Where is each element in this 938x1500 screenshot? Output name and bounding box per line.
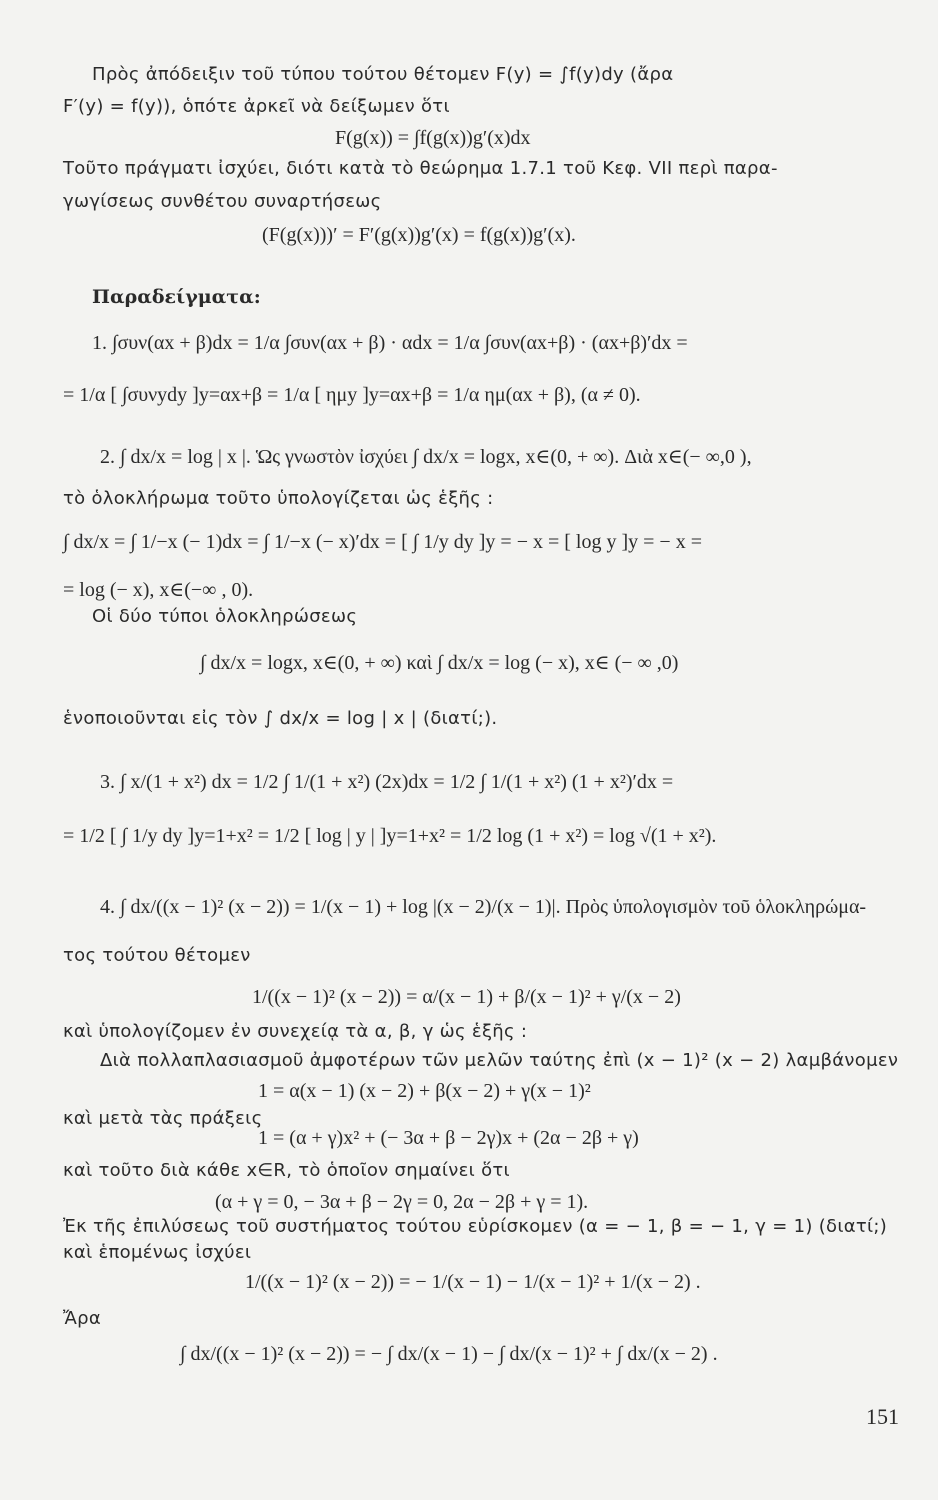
text-line: 1 = (α + γ)x² + (− 3α + β − 2γ)x + (2α − 2β + γ) [258,1127,639,1149]
text-line: = 1/2 [ ∫ 1/y dy ]y=1+x² = 1/2 [ log | y | ]y=1+x² = 1/2 log (1 + x²) = log √(1 + x²). [63,825,717,847]
text-line: γωγίσεως συνθέτου συναρτήσεως [63,191,382,212]
text-line: 2. ∫ dx/x = log | x |. Ὡς γνωστὸν ἰσχύει ∫ dx/x = logx, x∈(0, + ∞). Διὰ x∈(− ∞,0 ), [100,446,752,468]
text-line: καὶ ὑπολογίζομεν ἐν συνεχείᾳ τὰ α, β, γ ὡς ἑξῆς : [63,1021,528,1042]
text-line: Παραδείγματα: [92,286,261,308]
text-line: Πρὸς ἀπόδειξιν τοῦ τύπου τούτου θέτομεν F(y) = ∫f(y)dy (ἄρα [92,64,674,85]
text-line: = 1/α [ ∫συνydy ]y=αx+β = 1/α [ ημy ]y=αx+β = 1/α ημ(αx + β), (α ≠ 0). [63,384,641,406]
text-line: 1/((x − 1)² (x − 2)) = − 1/(x − 1) − 1/(x − 1)² + 1/(x − 2) . [245,1271,701,1293]
text-line: (α + γ = 0, − 3α + β − 2γ = 0, 2α − 2β + γ = 1). [215,1191,589,1213]
text-line: Ἐκ τῆς ἐπιλύσεως τοῦ συστήματος τούτου εὑρίσκομεν (α = − 1, β = − 1, γ = 1) (διατί;) [63,1216,888,1237]
text-line: καὶ μετὰ τὰς πράξεις [63,1108,263,1129]
text-line: καὶ ἑπομένως ἰσχύει [63,1242,252,1263]
text-line: = log (− x), x∈(−∞ , 0). [63,579,254,601]
text-line: Οἱ δύο τύποι ὁλοκληρώσεως [92,606,358,627]
text-line: 1. ∫συν(αx + β)dx = 1/α ∫συν(αx + β) · αdx = 1/α ∫συν(αx+β) · (αx+β)′dx = [92,332,688,354]
text-line: 1 = α(x − 1) (x − 2) + β(x − 2) + γ(x − 1)² [258,1080,591,1102]
text-line: (F(g(x)))′ = F′(g(x))g′(x) = f(g(x))g′(x). [262,224,576,246]
text-line: 1/((x − 1)² (x − 2)) = α/(x − 1) + β/(x − 1)² + γ/(x − 2) [252,986,681,1008]
text-line: Ἄρα [63,1308,102,1329]
text-line: F′(y) = f(y)), ὁπότε ἀρκεῖ νὰ δείξωμεν ὅτι [63,96,450,117]
text-line: καὶ τοῦτο διὰ κάθε x∈R, τὸ ὁποῖον σημαίνει ὅτι [63,1160,510,1181]
text-line: τος τούτου θέτομεν [63,945,251,966]
text-line: Τοῦτο πράγματι ἰσχύει, διότι κατὰ τὸ θεώρημα 1.7.1 τοῦ Κεφ. VII περὶ παρα- [63,158,778,179]
text-line: 3. ∫ x/(1 + x²) dx = 1/2 ∫ 1/(1 + x²) (2x)dx = 1/2 ∫ 1/(1 + x²) (1 + x²)′dx = [100,771,674,793]
text-line: ἑνοποιοῦνται εἰς τὸν ∫ dx/x = log | x | (διατί;). [63,708,498,729]
page-number: 151 [866,1404,899,1429]
text-line: F(g(x)) = ∫f(g(x))g′(x)dx [335,127,531,149]
text-line: Διὰ πολλαπλασιασμοῦ ἀμφοτέρων τῶν μελῶν ταύτης ἐπὶ (x − 1)² (x − 2) λαμβάνομεν [100,1050,899,1071]
text-line: 4. ∫ dx/((x − 1)² (x − 2)) = 1/(x − 1) + log |(x − 2)/(x − 1)|. Πρὸς ὑπολογισμὸν τοῦ ὁλοκληρώμα- [100,896,867,918]
text-line: τὸ ὁλοκλήρωμα τοῦτο ὑπολογίζεται ὡς ἑξῆς : [63,488,494,509]
text-line: ∫ dx/((x − 1)² (x − 2)) = − ∫ dx/(x − 1) − ∫ dx/(x − 1)² + ∫ dx/(x − 2) . [180,1343,718,1365]
text-line: ∫ dx/x = logx, x∈(0, + ∞) καὶ ∫ dx/x = log (− x), x∈ (− ∞ ,0) [200,652,679,674]
text-line: ∫ dx/x = ∫ 1/−x (− 1)dx = ∫ 1/−x (− x)′dx = [ ∫ 1/y dy ]y = − x = [ log y ]y = − x = [63,531,702,553]
